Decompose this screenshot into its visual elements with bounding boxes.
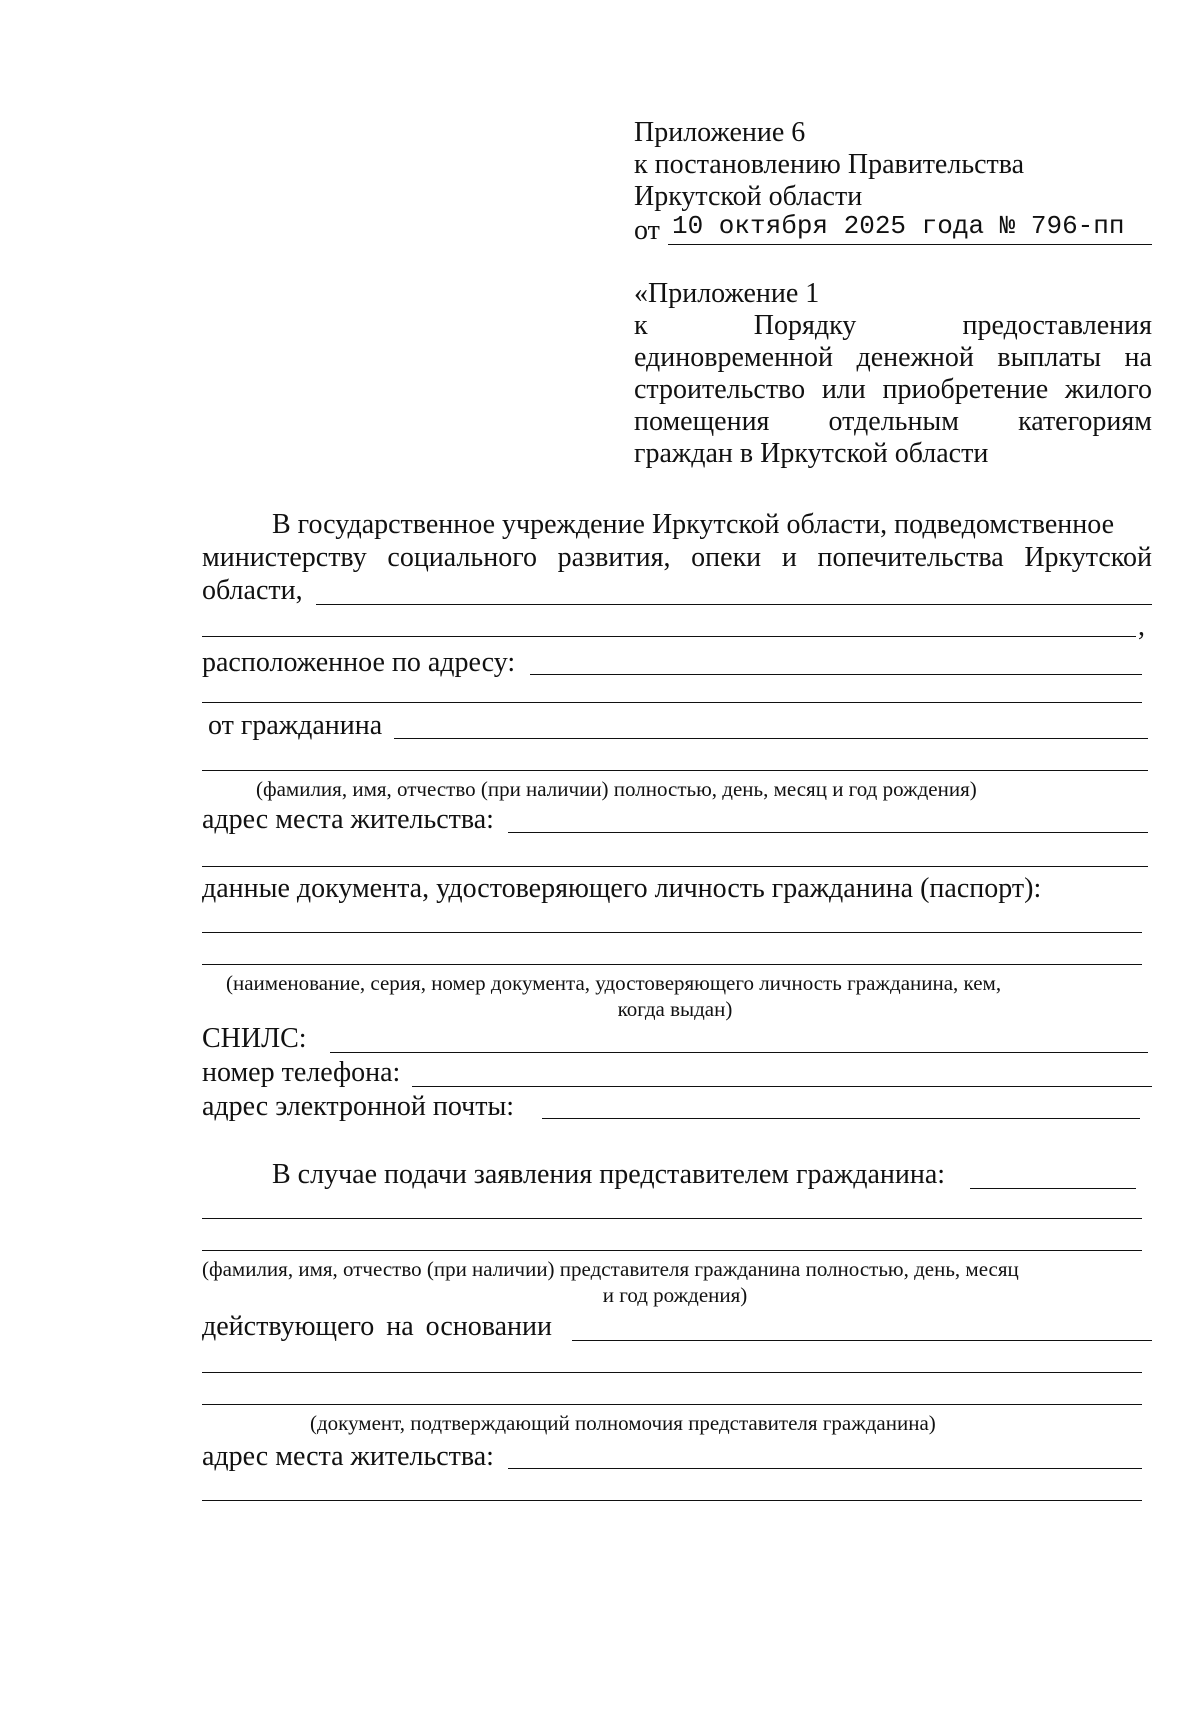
rep-residence-address-field[interactable] xyxy=(508,1468,1142,1469)
addressee-line2 xyxy=(202,541,1152,575)
appendix-ref-title: «Приложение 1 xyxy=(634,278,820,309)
residence-address-field[interactable] xyxy=(508,832,1148,833)
id-hint-line2: когда выдан) xyxy=(617,997,733,1021)
institution-name-field-2[interactable] xyxy=(202,636,1136,637)
rep-hint-line1: (фамилия, имя, отчество (при наличии) представителя гражданина полностью, день, месяц xyxy=(202,1257,1019,1281)
word: строительство xyxy=(634,374,806,405)
phone-label: номер телефона: xyxy=(202,1057,401,1088)
word: помещения xyxy=(634,406,770,437)
acting-basis-label xyxy=(202,1310,552,1344)
institution-address-field-2[interactable] xyxy=(202,702,1142,703)
rep-residence-address-field-2[interactable] xyxy=(202,1500,1142,1501)
appendix-date-number: 10 октября 2025 года № 796-пп xyxy=(672,211,1125,241)
appendix-ref-line3 xyxy=(634,373,1152,407)
email-field[interactable] xyxy=(542,1118,1140,1119)
word: опеки xyxy=(691,542,762,573)
addressee-line3: области, xyxy=(202,575,303,606)
email-label: адрес электронной почты: xyxy=(202,1091,515,1122)
snils-label: СНИЛС: xyxy=(202,1023,307,1054)
id-document-field-2[interactable] xyxy=(202,964,1142,965)
word: отдельным xyxy=(828,406,959,437)
word: основании xyxy=(425,1311,552,1342)
word: на xyxy=(386,1311,414,1342)
institution-name-field[interactable] xyxy=(316,604,1152,605)
word: выплаты xyxy=(997,342,1102,373)
word: единовременной xyxy=(634,342,834,373)
word: действующего xyxy=(202,1311,375,1342)
word: социального xyxy=(387,542,537,573)
authority-hint: (документ, подтверждающий полномочия представителя гражданина) xyxy=(310,1411,936,1435)
appendix-ref-line1 xyxy=(634,309,1152,343)
id-document-field[interactable] xyxy=(202,932,1142,933)
id-document-label: данные документа, удостоверяющего личность гражданина (паспорт): xyxy=(202,873,1042,904)
representative-field-2[interactable] xyxy=(202,1218,1142,1219)
word: или xyxy=(821,374,866,405)
word: министерству xyxy=(202,542,367,573)
snils-field[interactable] xyxy=(330,1052,1148,1053)
representative-field[interactable] xyxy=(970,1188,1136,1189)
word: категориям xyxy=(1018,406,1152,437)
rep-residence-address-label: адрес места жительства: xyxy=(202,1441,494,1472)
phone-field[interactable] xyxy=(412,1086,1152,1087)
representative-field-3[interactable] xyxy=(202,1250,1142,1251)
residence-address-label: адрес места жительства: xyxy=(202,804,494,835)
appendix-ref-line4 xyxy=(634,405,1152,439)
appendix-ref-line2 xyxy=(634,341,1152,375)
date-underline xyxy=(668,244,1152,245)
appendix-region: Иркутской области xyxy=(634,181,863,212)
rep-hint-line2: и год рождения) xyxy=(602,1283,748,1307)
citizen-name-field[interactable] xyxy=(394,738,1148,739)
appendix-number: Приложение 6 xyxy=(634,117,806,148)
appendix-date-prefix: от xyxy=(634,215,660,246)
word: жилого xyxy=(1064,374,1152,405)
word: развития, xyxy=(557,542,671,573)
addressee-line1: В государственное учреждение Иркутской области, подведомственное xyxy=(272,509,1114,540)
word: Иркутской xyxy=(1024,542,1152,573)
citizen-hint: (фамилия, имя, отчество (при наличии) полностью, день, месяц и год рождения) xyxy=(256,777,977,801)
citizen-name-field-2[interactable] xyxy=(202,770,1148,771)
word: предоставления xyxy=(962,310,1152,341)
id-hint-line1: (наименование, серия, номер документа, удостоверяющего личность гражданина, кем, xyxy=(226,971,1002,995)
authority-document-field-3[interactable] xyxy=(202,1404,1142,1405)
appendix-ref-line5: граждан в Иркутской области xyxy=(634,438,989,469)
word: попечительства xyxy=(817,542,1004,573)
word: и xyxy=(781,542,797,573)
from-citizen-label: от гражданина xyxy=(208,710,383,741)
institution-address-field[interactable] xyxy=(530,674,1142,675)
located-at-label: расположенное по адресу: xyxy=(202,647,516,678)
word: на xyxy=(1124,342,1152,373)
word: Порядку xyxy=(753,310,857,341)
representative-label: В случае подачи заявления представителем гражданина: xyxy=(272,1159,946,1190)
word: денежной xyxy=(856,342,974,373)
authority-document-field-2[interactable] xyxy=(202,1372,1142,1373)
appendix-resolution: к постановлению Правительства xyxy=(634,149,1025,180)
trailing-comma: , xyxy=(1138,611,1145,642)
residence-address-field-2[interactable] xyxy=(202,866,1148,867)
word: к xyxy=(634,310,648,341)
authority-document-field[interactable] xyxy=(572,1340,1152,1341)
word: приобретение xyxy=(882,374,1049,405)
